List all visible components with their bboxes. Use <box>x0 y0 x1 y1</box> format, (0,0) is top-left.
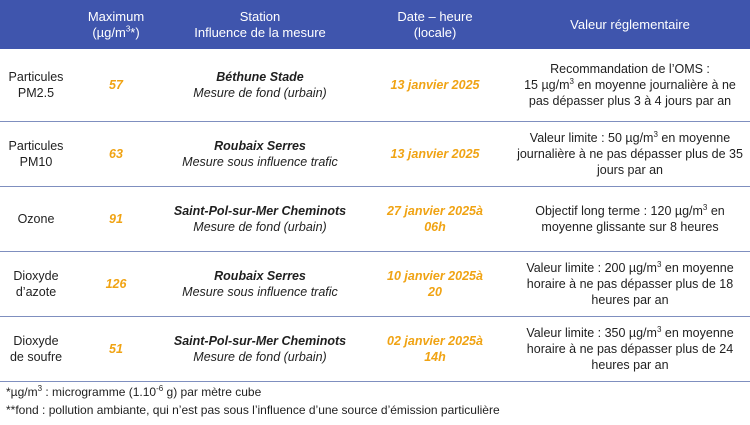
table-row <box>0 187 750 252</box>
station-cell <box>160 252 360 317</box>
pollutant-name-2: de soufre <box>9 350 63 364</box>
valeur-sup: 3 <box>702 202 708 212</box>
valeur-cell <box>510 187 750 252</box>
header-maximum-sup: 3 <box>125 24 131 34</box>
date-line: 13 janvier 2025 <box>390 78 480 92</box>
header-date-locale: (locale) <box>413 24 457 40</box>
valeur-intro: Recommandation de l’OMS : <box>550 62 710 76</box>
pollutant-name-2: PM2.5 <box>17 86 55 100</box>
pollutant-name: Particules <box>8 139 64 153</box>
table-header-row <box>0 0 750 49</box>
pollutant-cell: Ozone <box>0 187 72 252</box>
valeur-text: Valeur limite : 200 µg/m <box>526 261 657 275</box>
station-influence: Mesure sous influence trafic <box>182 155 338 169</box>
station-cell <box>160 122 360 187</box>
header-maximum-label: Maximum <box>87 8 145 24</box>
valeur-text: Valeur limite : 50 µg/m <box>529 131 654 145</box>
header-maximum <box>72 0 160 49</box>
header-maximum-unit: (µg/m <box>92 24 126 40</box>
date-cell <box>360 317 510 382</box>
header-valeur: Valeur réglementaire <box>510 0 750 49</box>
maximum-value: 126 <box>72 252 160 317</box>
date-line: 10 janvier 2025à <box>387 269 483 283</box>
valeur-sup: 3 <box>653 129 658 139</box>
footnote-unit-sup1: 3 <box>37 384 43 393</box>
table-row <box>0 122 750 187</box>
footnote-unit <box>6 383 500 401</box>
valeur-cell <box>510 49 750 122</box>
valeur-text: 15 µg/m <box>524 78 570 92</box>
footnote-unit-a: *µg/m <box>6 385 38 399</box>
pollutant-cell <box>0 252 72 317</box>
valeur-text: Valeur limite : 350 µg/m <box>526 326 657 340</box>
station-influence: Mesure de fond (urbain) <box>193 86 327 100</box>
pollutant-name-2: d’azote <box>15 285 57 299</box>
valeur-sup: 3 <box>569 76 574 86</box>
pollutant-name-2: PM10 <box>19 155 53 169</box>
table-row <box>0 317 750 382</box>
pollutant-cell <box>0 49 72 122</box>
date-hour: 14h <box>424 350 446 364</box>
date-hour: 06h <box>424 220 446 234</box>
maximum-value: 57 <box>72 49 160 122</box>
table-row <box>0 49 750 122</box>
header-station <box>160 0 360 49</box>
valeur-sup: 3 <box>656 259 662 269</box>
header-date-label: Date – heure <box>397 8 473 24</box>
station-cell <box>160 49 360 122</box>
header-date <box>360 0 510 49</box>
date-line: 27 janvier 2025à <box>387 204 483 218</box>
date-cell <box>360 49 510 122</box>
date-cell <box>360 122 510 187</box>
pollutant-name: Dioxyde <box>13 334 59 348</box>
date-cell <box>360 187 510 252</box>
pollutant-name: Dioxyde <box>13 269 59 283</box>
station-influence: Mesure sous influence trafic <box>182 285 338 299</box>
pollutant-cell <box>0 122 72 187</box>
header-influence-label: Influence de la mesure <box>194 24 326 40</box>
header-station-label: Station <box>239 8 281 24</box>
valeur-cell <box>510 252 750 317</box>
valeur-text-rest: en moyenne horaire à ne pas dépasser plus de 24 heures par an <box>526 326 734 372</box>
valeur-cell <box>510 317 750 382</box>
valeur-text-rest: en moyenne journalière à ne pas dépasser plus de 35 jours par an <box>517 131 743 177</box>
footnotes <box>6 383 500 419</box>
station-name: Roubaix Serres <box>214 139 306 153</box>
pollutant-name: Particules <box>8 70 64 84</box>
footnote-fond: **fond : pollution ambiante, qui n’est pas sous l’influence d’une source d’émission particulière <box>6 403 500 417</box>
station-cell <box>160 187 360 252</box>
station-influence: Mesure de fond (urbain) <box>193 350 327 364</box>
valeur-text-rest: en moyenne journalière à ne pas dépasser plus 3 à 4 jours par an <box>528 78 736 108</box>
station-name: Saint-Pol-sur-Mer Cheminots <box>173 204 347 218</box>
table-row <box>0 252 750 317</box>
station-name: Saint-Pol-sur-Mer Cheminots <box>173 334 347 348</box>
station-name: Béthune Stade <box>216 70 304 84</box>
valeur-text-rest: en moyenne glissante sur 8 heures <box>541 204 725 234</box>
maximum-value: 91 <box>72 187 160 252</box>
maximum-value: 51 <box>72 317 160 382</box>
date-line: 02 janvier 2025à <box>387 334 483 348</box>
date-line: 13 janvier 2025 <box>390 147 480 161</box>
header-maximum-suffix: *) <box>130 24 140 40</box>
footnote-unit-b: : microgramme (1.10 <box>42 385 157 399</box>
maximum-value: 63 <box>72 122 160 187</box>
valeur-sup: 3 <box>656 324 662 334</box>
valeur-cell <box>510 122 750 187</box>
valeur-text-rest: en moyenne horaire à ne pas dépasser plus de 18 heures par an <box>526 261 734 307</box>
footnote-unit-c: g) par mètre cube <box>163 385 262 399</box>
footnote-unit-sup2: -6 <box>156 384 164 393</box>
date-cell <box>360 252 510 317</box>
header-empty <box>0 0 72 49</box>
station-cell <box>160 317 360 382</box>
station-name: Roubaix Serres <box>214 269 306 283</box>
date-hour: 20 <box>428 285 442 299</box>
station-influence: Mesure de fond (urbain) <box>193 220 327 234</box>
valeur-text: Objectif long terme : 120 µg/m <box>535 204 703 218</box>
pollutant-cell <box>0 317 72 382</box>
